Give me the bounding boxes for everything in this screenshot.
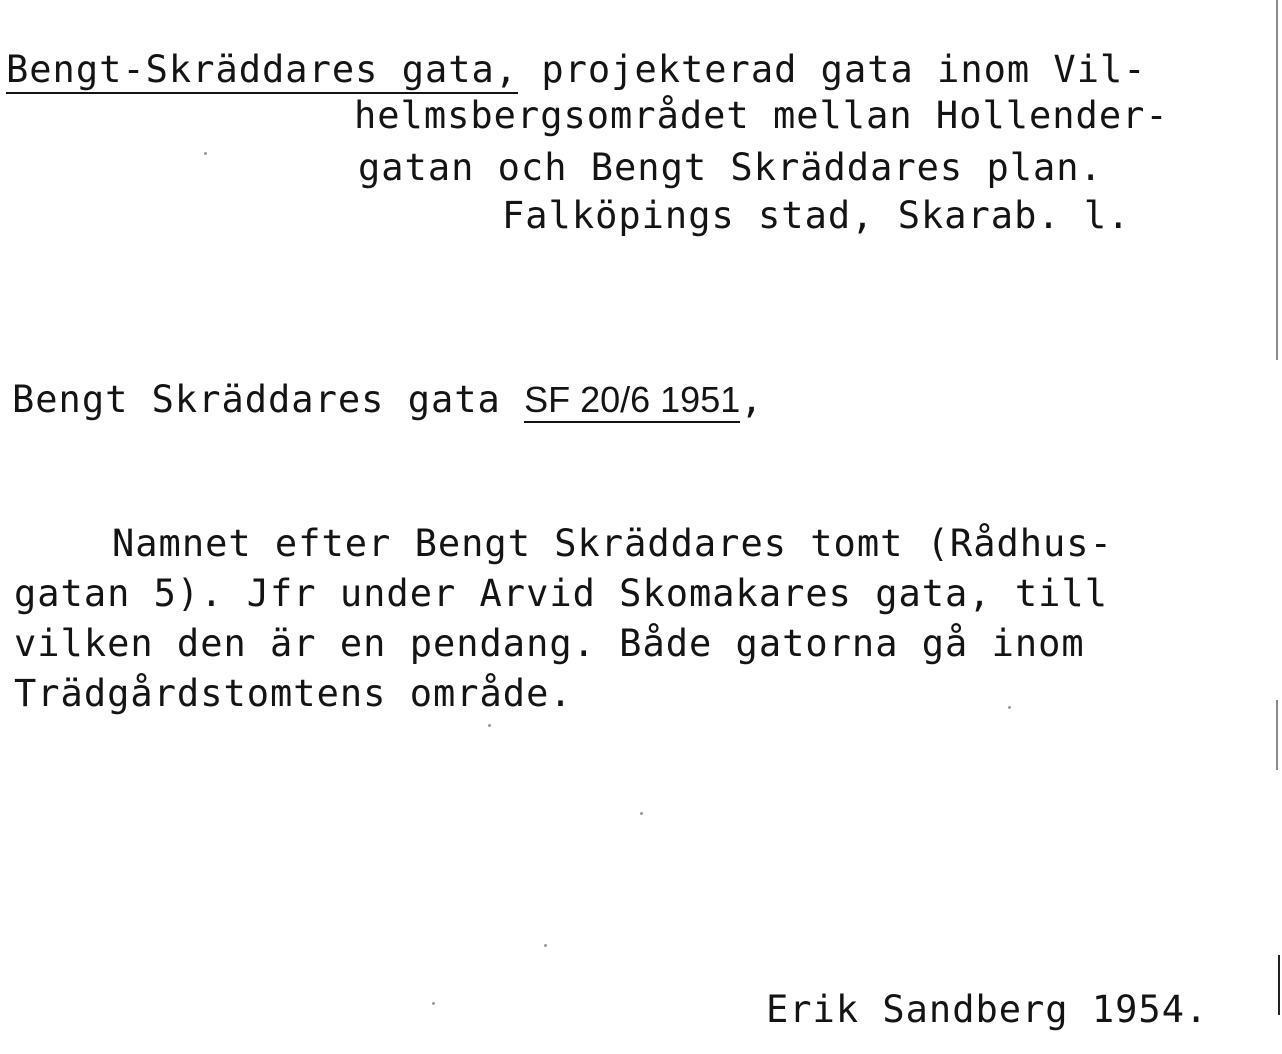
scan-edge-mark — [1276, 0, 1278, 360]
decision-annotation: SF 20/6 1951 — [524, 379, 740, 423]
explanation-line-2: gatan 5). Jfr under Arvid Skomakares gata, till — [14, 572, 1108, 615]
scan-speck — [1008, 706, 1011, 709]
signature: Erik Sandberg 1954. — [766, 988, 1209, 1031]
heading-line-1 — [6, 48, 1147, 92]
scan-speck — [204, 152, 207, 155]
scan-speck — [544, 944, 547, 947]
heading-line-4: Falköpings stad, Skarab. l. — [502, 194, 1131, 237]
heading-line-3: gatan och Bengt Skräddares plan. — [358, 146, 1103, 189]
explanation-line-3: vilken den är en pendang. Både gatorna gå inom — [14, 622, 1085, 665]
street-name: Bengt-Skräddares gata, — [6, 48, 518, 94]
scan-speck — [640, 812, 643, 815]
scan-edge-mark-bottom — [1278, 955, 1280, 1015]
scan-edge-mark-lower — [1276, 700, 1278, 770]
decision-name: Bengt Skräddares gata — [12, 378, 501, 421]
scan-speck — [432, 1002, 435, 1005]
scan-speck — [488, 724, 491, 727]
heading-line-1-rest: projekterad gata inom Vil- — [518, 48, 1147, 91]
explanation-line-1: Namnet efter Bengt Skräddares tomt (Rådhus- — [112, 522, 1113, 565]
decision-trailing: , — [740, 378, 764, 421]
heading-line-2: helmsbergsområdet mellan Hollender- — [354, 94, 1169, 137]
decision-line — [12, 378, 764, 422]
explanation-line-4: Trädgårdstomtens område. — [14, 672, 573, 715]
